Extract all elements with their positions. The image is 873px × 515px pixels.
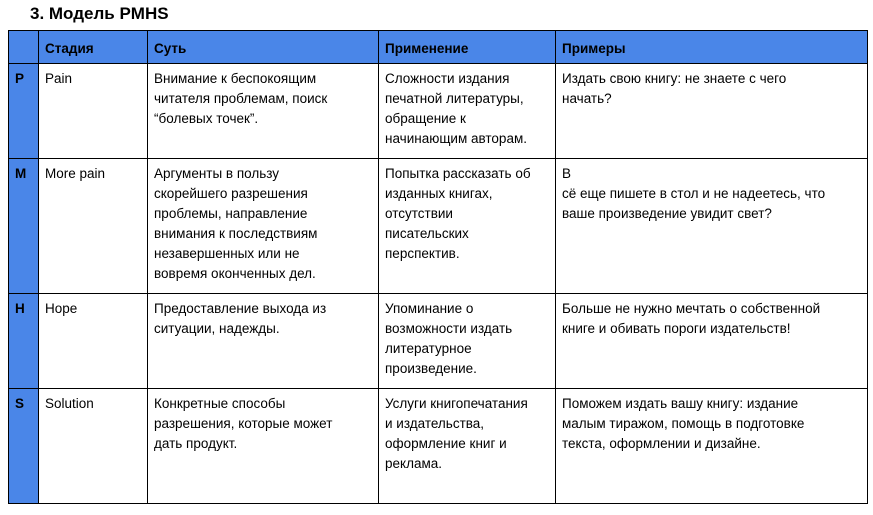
row-application: Попытка рассказать об изданных книгах, отсутствии писательских перспектив. bbox=[379, 159, 556, 294]
row-letter: S bbox=[9, 389, 39, 504]
table-row bbox=[9, 389, 868, 504]
row-application: Сложности издания печатной литературы, обращение к начинающим авторам. bbox=[379, 64, 556, 159]
section-title: 3. Модель PMHS bbox=[30, 4, 169, 23]
table-header-row bbox=[9, 31, 868, 64]
header-letter bbox=[9, 31, 39, 64]
table-row bbox=[9, 294, 868, 389]
row-essence: Аргументы в пользу скорейшего разрешения проблемы, направление внимания к последствиям незавершенных или не вовремя оконченных дел. bbox=[148, 159, 379, 294]
row-stage: Hope bbox=[39, 294, 148, 389]
row-essence: Внимание к беспокоящим читателя проблемам, поиск “болевых точек”. bbox=[148, 64, 379, 159]
row-stage: Pain bbox=[39, 64, 148, 159]
row-examples: Издать свою книгу: не знаете с чего начать? bbox=[556, 64, 868, 159]
header-stage: Стадия bbox=[39, 31, 148, 64]
table-row bbox=[9, 64, 868, 159]
row-application: Услуги книгопечатания и издательства, оформление книг и реклама. bbox=[379, 389, 556, 504]
header-application: Применение bbox=[379, 31, 556, 64]
row-essence: Конкретные способы разрешения, которые может дать продукт. bbox=[148, 389, 379, 504]
row-examples: Больше не нужно мечтать о собственной книге и обивать пороги издательств! bbox=[556, 294, 868, 389]
row-letter: M bbox=[9, 159, 39, 294]
header-examples: Примеры bbox=[556, 31, 868, 64]
row-examples: В сё еще пишете в стол и не надеетесь, что ваше произведение увидит свет? bbox=[556, 159, 868, 294]
table-row bbox=[9, 159, 868, 294]
row-application: Упоминание о возможности издать литературное произведение. bbox=[379, 294, 556, 389]
row-stage: More pain bbox=[39, 159, 148, 294]
pmhs-table bbox=[8, 30, 868, 504]
row-examples: Поможем издать вашу книгу: издание малым тиражом, помощь в подготовке текста, оформлении и дизайне. bbox=[556, 389, 868, 504]
header-essence: Суть bbox=[148, 31, 379, 64]
row-letter: H bbox=[9, 294, 39, 389]
row-essence: Предоставление выхода из ситуации, надежды. bbox=[148, 294, 379, 389]
row-stage: Solution bbox=[39, 389, 148, 504]
row-letter: P bbox=[9, 64, 39, 159]
